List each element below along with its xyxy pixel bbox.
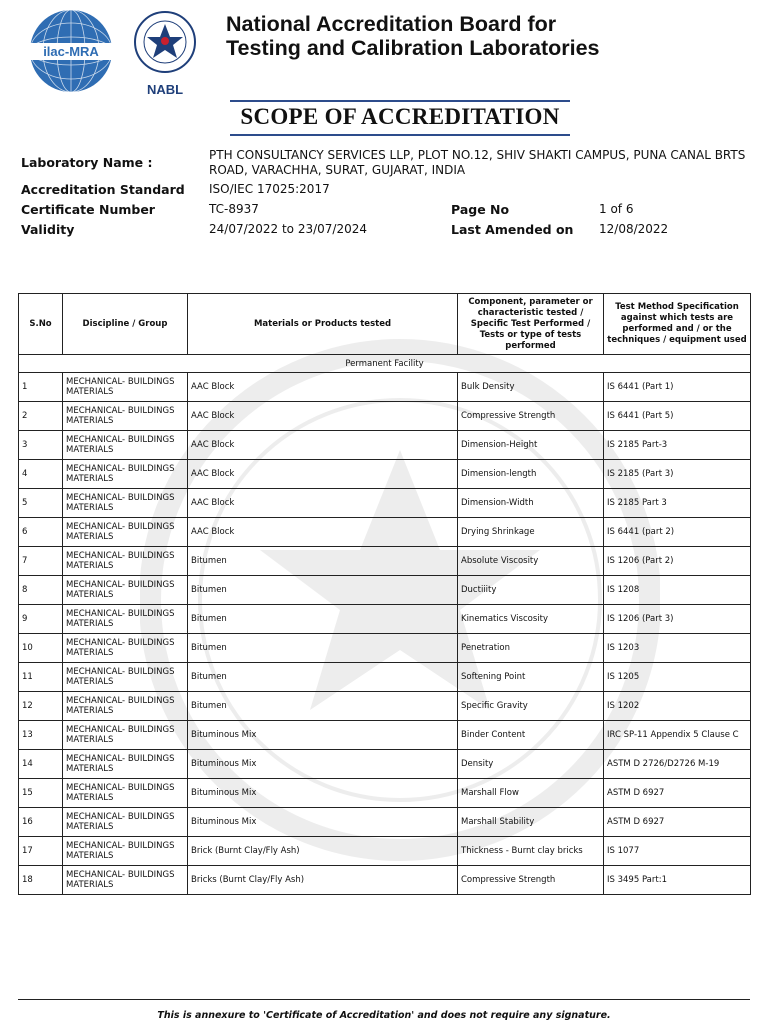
row-sno: 12 xyxy=(19,692,63,721)
row-material: AAC Block xyxy=(188,489,458,518)
row-discipline: MECHANICAL- BUILDINGS MATERIALS xyxy=(63,402,188,431)
row-material: Bitumen xyxy=(188,576,458,605)
row-method: IS 1206 (Part 3) xyxy=(604,605,751,634)
standard-value: ISO/IEC 17025:2017 xyxy=(209,182,330,196)
row-discipline: MECHANICAL- BUILDINGS MATERIALS xyxy=(63,431,188,460)
table-row xyxy=(19,402,751,431)
nabl-logo xyxy=(132,10,198,100)
row-material: Bitumen xyxy=(188,692,458,721)
row-material: AAC Block xyxy=(188,460,458,489)
table-row xyxy=(19,837,751,866)
row-component: Kinematics Viscosity xyxy=(458,605,604,634)
table-row xyxy=(19,460,751,489)
footer-note: This is annexure to 'Certificate of Accreditation' and does not require any signature. xyxy=(157,1010,611,1021)
row-component: Dimension-Height xyxy=(458,431,604,460)
row-method: IS 1202 xyxy=(604,692,751,721)
table-row xyxy=(19,808,751,837)
row-method: ASTM D 6927 xyxy=(604,808,751,837)
row-discipline: MECHANICAL- BUILDINGS MATERIALS xyxy=(63,721,188,750)
page-no-value: 1 of 6 xyxy=(599,202,634,216)
row-method: IS 2185 Part-3 xyxy=(604,431,751,460)
row-sno: 14 xyxy=(19,750,63,779)
row-component: Penetration xyxy=(458,634,604,663)
row-component: Compressive Strength xyxy=(458,866,604,895)
row-method: IS 1205 xyxy=(604,663,751,692)
row-material: Bituminous Mix xyxy=(188,808,458,837)
table-row xyxy=(19,373,751,402)
header-discipline: Discipline / Group xyxy=(63,294,188,355)
amended-value: 12/08/2022 xyxy=(599,222,669,236)
table-row xyxy=(19,576,751,605)
header-method: Test Method Specification against which tests are performed and / or the techniques / equipment used xyxy=(604,294,751,355)
standard-label: Accreditation Standard xyxy=(21,182,185,197)
header-sno: S.No xyxy=(19,294,63,355)
row-discipline: MECHANICAL- BUILDINGS MATERIALS xyxy=(63,779,188,808)
certificate-label: Certificate Number xyxy=(21,202,155,217)
row-material: AAC Block xyxy=(188,431,458,460)
row-sno: 5 xyxy=(19,489,63,518)
row-sno: 16 xyxy=(19,808,63,837)
table-row xyxy=(19,547,751,576)
table-row xyxy=(19,692,751,721)
row-method: ASTM D 6927 xyxy=(604,779,751,808)
facility-row xyxy=(19,355,751,373)
lab-name-value: PTH CONSULTANCY SERVICES LLP, PLOT NO.12, SHIV SHAKTI CAMPUS, PUNA CANAL BRTS ROAD, VARACHHA, SURAT, GUJARAT, INDIA xyxy=(209,148,746,177)
facility-label: Permanent Facility xyxy=(19,355,751,373)
logo-group xyxy=(28,8,198,100)
table-row xyxy=(19,634,751,663)
validity-value: 24/07/2022 to 23/07/2024 xyxy=(209,222,368,236)
row-sno: 2 xyxy=(19,402,63,431)
row-sno: 7 xyxy=(19,547,63,576)
row-sno: 13 xyxy=(19,721,63,750)
row-method: ASTM D 2726/D2726 M-19 xyxy=(604,750,751,779)
row-material: Bricks (Burnt Clay/Fly Ash) xyxy=(188,866,458,895)
row-material: Bitumen xyxy=(188,605,458,634)
row-component: Dimension-length xyxy=(458,460,604,489)
row-method: IS 1206 (Part 2) xyxy=(604,547,751,576)
validity-label: Validity xyxy=(21,222,75,237)
row-sno: 11 xyxy=(19,663,63,692)
table-row xyxy=(19,489,751,518)
row-discipline: MECHANICAL- BUILDINGS MATERIALS xyxy=(63,518,188,547)
row-component: Marshall Stability xyxy=(458,808,604,837)
row-method: IS 2185 (Part 3) xyxy=(604,460,751,489)
header-component: Component, parameter or characteristic tested / Specific Test Performed / Tests or type of tests performed xyxy=(458,294,604,355)
row-component: Bulk Density xyxy=(458,373,604,402)
scope-table xyxy=(18,293,751,895)
row-component: Density xyxy=(458,750,604,779)
row-method: IS 6441 (Part 1) xyxy=(604,373,751,402)
footer-divider xyxy=(18,999,750,1000)
row-method: IS 1208 xyxy=(604,576,751,605)
row-material: Bitumen xyxy=(188,634,458,663)
org-name-line1: National Accreditation Board for xyxy=(226,12,557,36)
row-discipline: MECHANICAL- BUILDINGS MATERIALS xyxy=(63,605,188,634)
row-method: IS 3495 Part:1 xyxy=(604,866,751,895)
row-method: IS 6441 (part 2) xyxy=(604,518,751,547)
row-method: IS 1077 xyxy=(604,837,751,866)
org-name-line2: Testing and Calibration Laboratories xyxy=(226,36,600,60)
table-row xyxy=(19,866,751,895)
table-row xyxy=(19,431,751,460)
row-discipline: MECHANICAL- BUILDINGS MATERIALS xyxy=(63,692,188,721)
row-component: Softening Point xyxy=(458,663,604,692)
row-component: Binder Content xyxy=(458,721,604,750)
row-discipline: MECHANICAL- BUILDINGS MATERIALS xyxy=(63,808,188,837)
row-component: Dimension-Width xyxy=(458,489,604,518)
row-component: Thickness - Burnt clay bricks xyxy=(458,837,604,866)
row-sno: 6 xyxy=(19,518,63,547)
certificate-value: TC-8937 xyxy=(209,202,259,216)
row-material: Bituminous Mix xyxy=(188,750,458,779)
organization-name xyxy=(226,12,600,60)
row-method: IRC SP-11 Appendix 5 Clause C xyxy=(604,721,751,750)
amended-label: Last Amended on xyxy=(451,222,574,237)
ilac-mra-logo xyxy=(28,8,114,94)
row-sno: 10 xyxy=(19,634,63,663)
lab-name-label: Laboratory Name : xyxy=(21,155,153,170)
row-component: Compressive Strength xyxy=(458,402,604,431)
table-row xyxy=(19,663,751,692)
row-sno: 1 xyxy=(19,373,63,402)
table-header-row xyxy=(19,294,751,355)
row-discipline: MECHANICAL- BUILDINGS MATERIALS xyxy=(63,750,188,779)
row-sno: 9 xyxy=(19,605,63,634)
row-sno: 15 xyxy=(19,779,63,808)
row-material: AAC Block xyxy=(188,402,458,431)
row-sno: 8 xyxy=(19,576,63,605)
row-material: Brick (Burnt Clay/Fly Ash) xyxy=(188,837,458,866)
page-title: SCOPE OF ACCREDITATION xyxy=(230,100,570,136)
row-discipline: MECHANICAL- BUILDINGS MATERIALS xyxy=(63,634,188,663)
row-discipline: MECHANICAL- BUILDINGS MATERIALS xyxy=(63,489,188,518)
row-sno: 4 xyxy=(19,460,63,489)
table-row xyxy=(19,779,751,808)
table-row xyxy=(19,750,751,779)
nabl-logo-text: NABL xyxy=(146,82,184,97)
row-component: Drying Shrinkage xyxy=(458,518,604,547)
row-material: AAC Block xyxy=(188,518,458,547)
row-material: Bitumen xyxy=(188,547,458,576)
row-discipline: MECHANICAL- BUILDINGS MATERIALS xyxy=(63,837,188,866)
row-discipline: MECHANICAL- BUILDINGS MATERIALS xyxy=(63,866,188,895)
page-no-label: Page No xyxy=(451,202,510,217)
row-material: Bituminous Mix xyxy=(188,721,458,750)
row-discipline: MECHANICAL- BUILDINGS MATERIALS xyxy=(63,663,188,692)
row-material: Bitumen xyxy=(188,663,458,692)
row-material: Bituminous Mix xyxy=(188,779,458,808)
row-discipline: MECHANICAL- BUILDINGS MATERIALS xyxy=(63,460,188,489)
row-method: IS 6441 (Part 5) xyxy=(604,402,751,431)
row-discipline: MECHANICAL- BUILDINGS MATERIALS xyxy=(63,576,188,605)
row-component: Specific Gravity xyxy=(458,692,604,721)
header-materials: Materials or Products tested xyxy=(188,294,458,355)
row-discipline: MECHANICAL- BUILDINGS MATERIALS xyxy=(63,373,188,402)
row-sno: 17 xyxy=(19,837,63,866)
row-component: Ductiiity xyxy=(458,576,604,605)
row-material: AAC Block xyxy=(188,373,458,402)
table-row xyxy=(19,518,751,547)
row-method: IS 1203 xyxy=(604,634,751,663)
row-component: Marshall Flow xyxy=(458,779,604,808)
row-sno: 18 xyxy=(19,866,63,895)
row-method: IS 2185 Part 3 xyxy=(604,489,751,518)
table-row xyxy=(19,605,751,634)
row-sno: 3 xyxy=(19,431,63,460)
row-component: Absolute Viscosity xyxy=(458,547,604,576)
row-discipline: MECHANICAL- BUILDINGS MATERIALS xyxy=(63,547,188,576)
ilac-logo-text: ilac-MRA xyxy=(43,44,99,59)
table-row xyxy=(19,721,751,750)
